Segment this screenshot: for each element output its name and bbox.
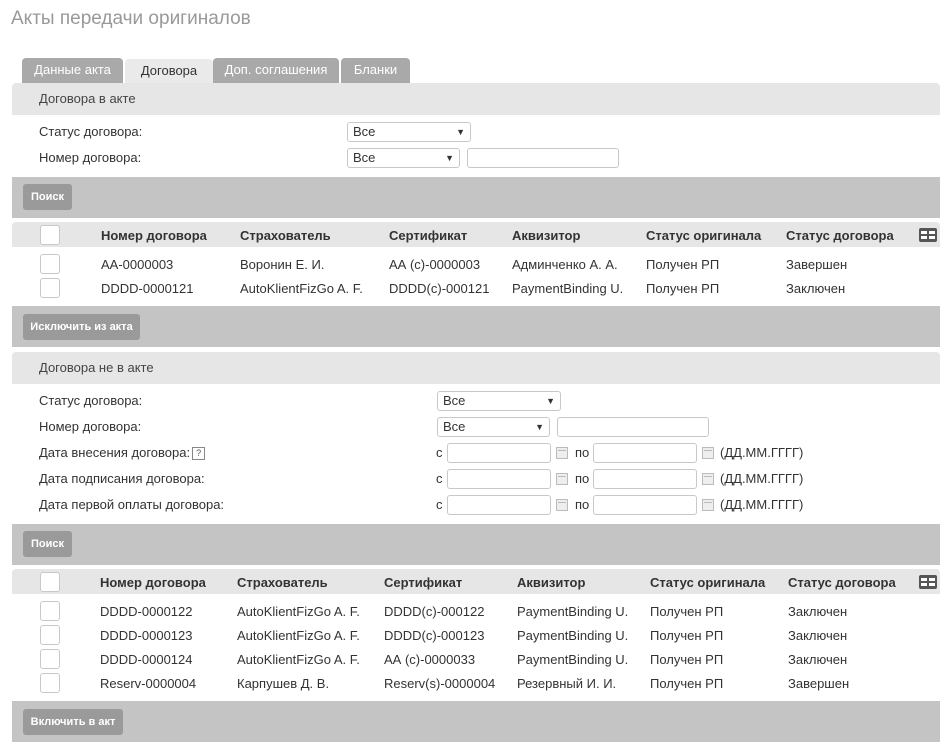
cell-certificate: АА (с)-0000003 <box>389 257 481 272</box>
help-icon[interactable]: ? <box>192 447 205 460</box>
not-in-act-select-all-checkbox[interactable] <box>40 572 60 592</box>
exclude-from-act-button[interactable]: Исключить из акта <box>23 314 140 340</box>
col-number[interactable]: Номер договора <box>100 575 206 590</box>
not-in-act-number-mode-value: Все <box>443 419 466 434</box>
date-sign-label: Дата подписания договора: <box>39 471 205 486</box>
cell-insurer: Воронин Е. И. <box>240 257 325 272</box>
in-act-search-bar <box>12 177 940 218</box>
not-in-act-number-input[interactable] <box>557 417 709 437</box>
cell-contract-status: Заключен <box>788 628 848 643</box>
row-checkbox[interactable] <box>40 673 60 693</box>
in-act-status-label: Статус договора: <box>39 124 143 139</box>
col-certificate[interactable]: Сертификат <box>384 575 463 590</box>
date-entry-to-input[interactable] <box>593 443 697 463</box>
cell-number: DDDD-0000121 <box>101 281 194 296</box>
in-act-title: Договора в акте <box>39 91 136 106</box>
date-sign-to-input[interactable] <box>593 469 697 489</box>
to-label: по <box>575 471 590 486</box>
not-in-act-status-value: Все <box>443 393 466 408</box>
include-in-act-button[interactable]: Включить в акт <box>23 709 123 735</box>
date-pay-label: Дата первой оплаты договора: <box>39 497 225 512</box>
cell-contract-status: Завершен <box>786 257 848 272</box>
cell-original-status: Получен РП <box>646 281 720 296</box>
not-in-act-search-button[interactable]: Поиск <box>23 531 72 557</box>
col-contract-status[interactable]: Статус договора <box>786 228 894 243</box>
date-format-hint: (ДД.ММ.ГГГГ) <box>720 497 804 512</box>
cell-certificate: DDDD(c)-000121 <box>389 281 490 296</box>
cell-insurer: AutoKlientFizGo A. F. <box>237 652 360 667</box>
in-act-header <box>12 83 940 115</box>
date-entry-from-input[interactable] <box>447 443 551 463</box>
col-insurer[interactable]: Страхователь <box>240 228 331 243</box>
in-act-status-select[interactable] <box>347 122 471 142</box>
in-act-number-label: Номер договора: <box>39 150 142 165</box>
row-checkbox[interactable] <box>40 601 60 621</box>
row-checkbox[interactable] <box>40 278 60 298</box>
cell-contract-status: Заключен <box>786 281 846 296</box>
date-pay-from-input[interactable] <box>447 495 551 515</box>
date-pay-to-input[interactable] <box>593 495 697 515</box>
chevron-down-icon: ▼ <box>546 396 555 406</box>
in-act-number-input[interactable] <box>467 148 619 168</box>
cell-number: АА-0000003 <box>101 257 174 272</box>
row-checkbox[interactable] <box>40 649 60 669</box>
cell-certificate: АА (с)-0000033 <box>384 652 476 667</box>
cell-number: DDDD-0000123 <box>100 628 193 643</box>
cell-number: DDDD-0000124 <box>100 652 193 667</box>
columns-settings-icon[interactable] <box>919 228 937 242</box>
cell-original-status: Получен РП <box>650 628 724 643</box>
row-checkbox[interactable] <box>40 254 60 274</box>
calendar-icon[interactable] <box>702 447 714 459</box>
date-entry-label-text: Дата внесения договора: <box>39 445 191 460</box>
cell-original-status: Получен РП <box>650 604 724 619</box>
chevron-down-icon: ▼ <box>445 153 454 163</box>
cell-insurer: AutoKlientFizGo A. F. <box>240 281 363 296</box>
col-agent[interactable]: Аквизитор <box>512 228 581 243</box>
not-in-act-search-bar <box>12 524 940 565</box>
tab-forms[interactable]: Бланки <box>341 58 410 83</box>
cell-agent: PaymentBinding U. <box>517 628 629 643</box>
calendar-icon[interactable] <box>556 473 568 485</box>
not-in-act-number-mode-select[interactable] <box>437 417 550 437</box>
cell-agent: PaymentBinding U. <box>517 652 629 667</box>
not-in-act-status-label: Статус договора: <box>39 393 143 408</box>
to-label: по <box>575 497 590 512</box>
in-act-action-bar <box>12 306 940 347</box>
date-format-hint: (ДД.ММ.ГГГГ) <box>720 445 804 460</box>
col-certificate[interactable]: Сертификат <box>389 228 468 243</box>
from-label: с <box>436 445 443 460</box>
calendar-icon[interactable] <box>702 499 714 511</box>
cell-original-status: Получен РП <box>650 676 724 691</box>
cell-certificate: DDDD(c)-000122 <box>384 604 485 619</box>
cell-number: DDDD-0000122 <box>100 604 193 619</box>
to-label: по <box>575 445 590 460</box>
col-insurer[interactable]: Страхователь <box>237 575 328 590</box>
cell-agent: Резервный И. И. <box>517 676 617 691</box>
in-act-status-value: Все <box>353 124 376 139</box>
cell-agent: PaymentBinding U. <box>512 281 624 296</box>
col-contract-status[interactable]: Статус договора <box>788 575 896 590</box>
chevron-down-icon: ▼ <box>535 422 544 432</box>
in-act-number-mode-select[interactable] <box>347 148 460 168</box>
cell-contract-status: Завершен <box>788 676 850 691</box>
date-sign-from-input[interactable] <box>447 469 551 489</box>
in-act-select-all-checkbox[interactable] <box>40 225 60 245</box>
calendar-icon[interactable] <box>702 473 714 485</box>
date-format-hint: (ДД.ММ.ГГГГ) <box>720 471 804 486</box>
cell-insurer: AutoKlientFizGo A. F. <box>237 628 360 643</box>
cell-original-status: Получен РП <box>650 652 724 667</box>
not-in-act-status-select[interactable] <box>437 391 561 411</box>
cell-insurer: Карпушев Д. В. <box>237 676 330 691</box>
col-agent[interactable]: Аквизитор <box>517 575 586 590</box>
from-label: с <box>436 497 443 512</box>
cell-number: Reserv-0000004 <box>100 676 197 691</box>
date-entry-label <box>39 445 205 460</box>
cell-original-status: Получен РП <box>646 257 720 272</box>
columns-settings-icon[interactable] <box>919 575 937 589</box>
not-in-act-number-label: Номер договора: <box>39 419 142 434</box>
tab-contracts[interactable]: Договора <box>125 59 213 85</box>
in-act-search-button[interactable]: Поиск <box>23 184 72 210</box>
not-in-act-title: Договора не в акте <box>39 360 154 375</box>
tab-act-data[interactable]: Данные акта <box>22 58 123 83</box>
cell-certificate: Reserv(s)-0000004 <box>384 676 496 691</box>
cell-certificate: DDDD(c)-000123 <box>384 628 485 643</box>
col-original-status[interactable]: Статус оригинала <box>650 575 766 590</box>
cell-contract-status: Заключен <box>788 604 848 619</box>
cell-agent: Админченко А. А. <box>512 257 618 272</box>
chevron-down-icon: ▼ <box>456 127 465 137</box>
in-act-number-mode-value: Все <box>353 150 376 165</box>
page-title: Акты передачи оригиналов <box>11 8 251 29</box>
col-number[interactable]: Номер договора <box>101 228 207 243</box>
from-label: с <box>436 471 443 486</box>
col-original-status[interactable]: Статус оригинала <box>646 228 762 243</box>
calendar-icon[interactable] <box>556 499 568 511</box>
tab-supplements[interactable]: Доп. соглашения <box>213 58 339 83</box>
calendar-icon[interactable] <box>556 447 568 459</box>
cell-contract-status: Заключен <box>788 652 848 667</box>
cell-insurer: AutoKlientFizGo A. F. <box>237 604 360 619</box>
not-in-act-action-bar <box>12 701 940 742</box>
row-checkbox[interactable] <box>40 625 60 645</box>
not-in-act-header <box>12 352 940 384</box>
cell-agent: PaymentBinding U. <box>517 604 629 619</box>
